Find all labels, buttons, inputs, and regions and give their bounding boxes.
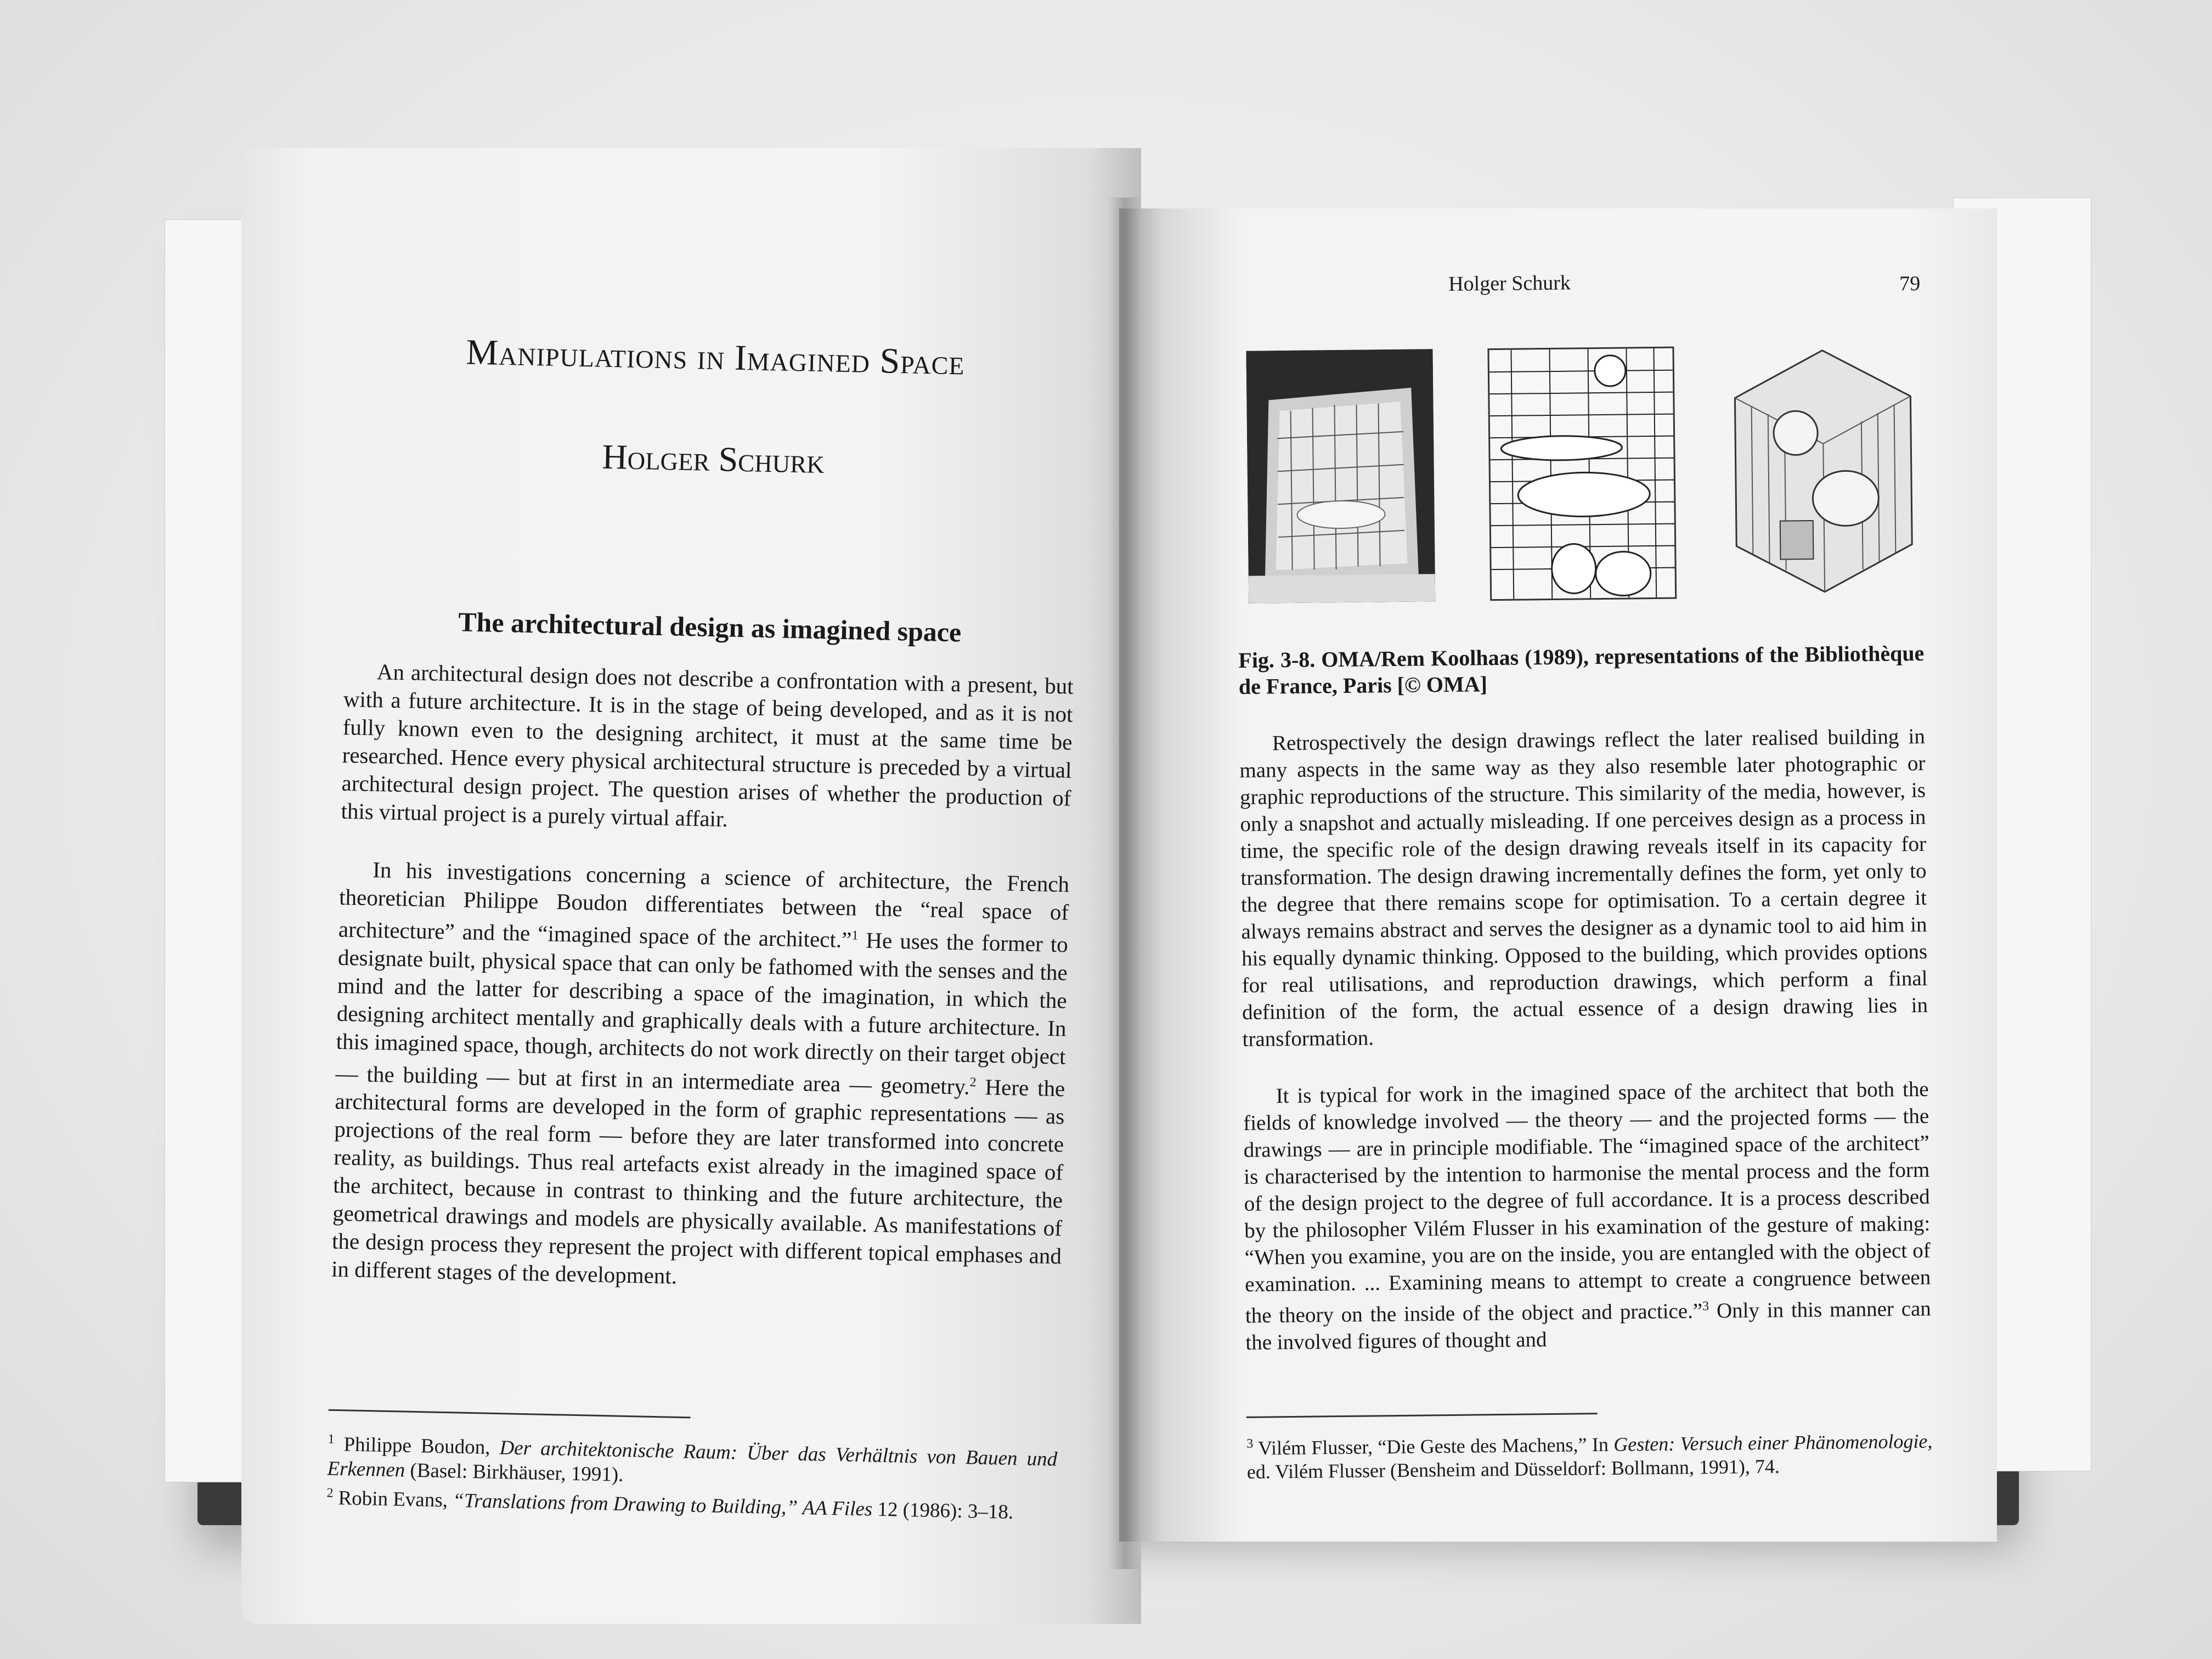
- footnote-2-italic: “Translations from Drawing to Building,” AA Files: [452, 1489, 873, 1521]
- footnote-2-text-a: Robin Evans,: [338, 1486, 453, 1512]
- footnote-ref-3: 3: [1702, 1299, 1709, 1314]
- right-paragraph-2: [1243, 1076, 1931, 1356]
- footnote-3-mark: 3: [1246, 1436, 1254, 1451]
- right-paragraph-2-text-a: It is typical for work in the imagined space of the architect that both the fields of knowledge involved — the theory — and the projected forms — the drawings — are in principle modifiable. The “imagined space of the architect” is characterised by the intention to harmonise the mental process and the form of the design project to the degree of full accordance. It is a process described by the philosopher Vilém Flusser in his examination of the gesture of making: “When you examine, you are on the inside, you are entangled with the object of examination. ... Examining means to attempt to create a congruence between the theory on the inside of the object and practice.”: [1243, 1077, 1931, 1328]
- right-footnote-rule: [1246, 1413, 1598, 1418]
- footnote-3-italic: Gesten: Versuch einer Phänomenologie: [1613, 1430, 1928, 1455]
- running-head: [1234, 267, 1921, 313]
- footnote-1-mark: 1: [328, 1432, 335, 1447]
- footnote-1-italic: Der architektonische Raum: Über das Verhältnis von Bauen und Erkennen: [327, 1436, 1058, 1482]
- figure-caption: Fig. 3-8. OMA/Rem Koolhaas (1989), representations of the Bibliothèque de France, Paris [© OMA]: [1238, 640, 1925, 699]
- footnote-ref-1: 1: [851, 928, 859, 943]
- figure-photo-model: [1246, 349, 1435, 603]
- right-page: [1119, 208, 1997, 1542]
- footnote-2-text-b: 12 (1986): 3–18.: [872, 1498, 1014, 1523]
- paragraph-2-text-b: He uses the former to designate built, physical space that can only be fathomed with the senses and the mind and the latter for describing a space of the imagination, in which the designing architect mentally and graphically deals with a future architecture. In this imagined space, though, architects do not work directly on their target object — the building — but at first in an intermediate area — geometry.: [335, 927, 1069, 1099]
- page-number: 79: [1899, 272, 1921, 296]
- right-paragraph-2-text-b: Only in this manner can the involved figures of thought and: [1245, 1296, 1932, 1355]
- paragraph-2-text-a: In his investigations concerning a science of architecture, the French theoretician Philippe Boudon differentiates between the “real space of architecture” and the “imagined space of the architect.”: [338, 857, 1070, 953]
- footnote-rule: [329, 1409, 691, 1419]
- running-head-author: Holger Schurk: [1448, 271, 1571, 296]
- footnote-3-text-b: , ed. Vilém Flusser (Bensheim and Düsseldorf: Bollmann, 1991), 74.: [1246, 1430, 1933, 1483]
- gutter-shadow: [1108, 198, 1141, 1569]
- section-heading: The architectural design as imagined space: [458, 606, 962, 648]
- footnote-1-text-a: Philippe Boudon,: [343, 1433, 500, 1459]
- chapter-title: Manipulations in Imagined Space: [465, 332, 966, 383]
- figure-axonometric-drawing: [1729, 344, 1918, 599]
- right-paragraph-1: Retrospectively the design drawings reflect the later realised building in many aspects in the same way as they also resemble later photographic or graphic reproductions of the structure. This similarity of the media, however, is only a snapshot and actually misleading. If one perceives design as a process in time, the specific role of the design drawing reveals itself in its capacity for transformation. The design drawing incrementally defines the form, yet only to the degree that there remains scope for optimisation. To a certain degree it always remains abstract and serves the designer as a dynamic tool to aid him in his equally dynamic thinking. Opposed to the building, which provides options for real utilisations, and reproduction drawings, which perform a final definition of the form, the actual essence of a design drawing lies in transformation.: [1239, 724, 1928, 1051]
- paragraph-2-text-c: Here the architectural forms are developed in the form of graphic representations — as projections of the real form — before they are later transformed into concrete reality, as buildings. Thus real artefacts exist already in the imagined space of the architect, because in contrast to thinking and the future architecture, the geometrical drawings and models are physically available. As manifestations of the design process they represent the project with different topical emphases and in different stages of the development.: [331, 1074, 1065, 1289]
- figure-section-drawing: [1487, 347, 1677, 601]
- footnote-3-text-a: Vilém Flusser, “Die Geste des Machens,” In: [1257, 1433, 1614, 1459]
- left-page: [241, 148, 1141, 1624]
- right-page-content: [1234, 267, 1933, 1484]
- footnote-3: [1246, 1425, 1933, 1484]
- paragraph-1: An architectural design does not describe a confrontation with a present, but with a future architecture. It is in the stage of being developed, and as it is not fully known even to the designing architect, it must at the same time be researched. Hence every physical architectural structure is preceded by a virtual architectural design project. The question arises of whether the production of this virtual project is a purely virtual affair.: [341, 659, 1074, 832]
- footnote-2-mark: 2: [326, 1486, 334, 1500]
- left-page-content: [326, 329, 1081, 1525]
- figure-group: [1246, 344, 1923, 603]
- paragraph-2: [331, 855, 1070, 1299]
- chapter-author: Holger Schurk: [601, 437, 825, 481]
- footnote-ref-2: 2: [969, 1075, 977, 1090]
- footnote-1-text-b: (Basel: Birkhäuser, 1991).: [404, 1459, 624, 1486]
